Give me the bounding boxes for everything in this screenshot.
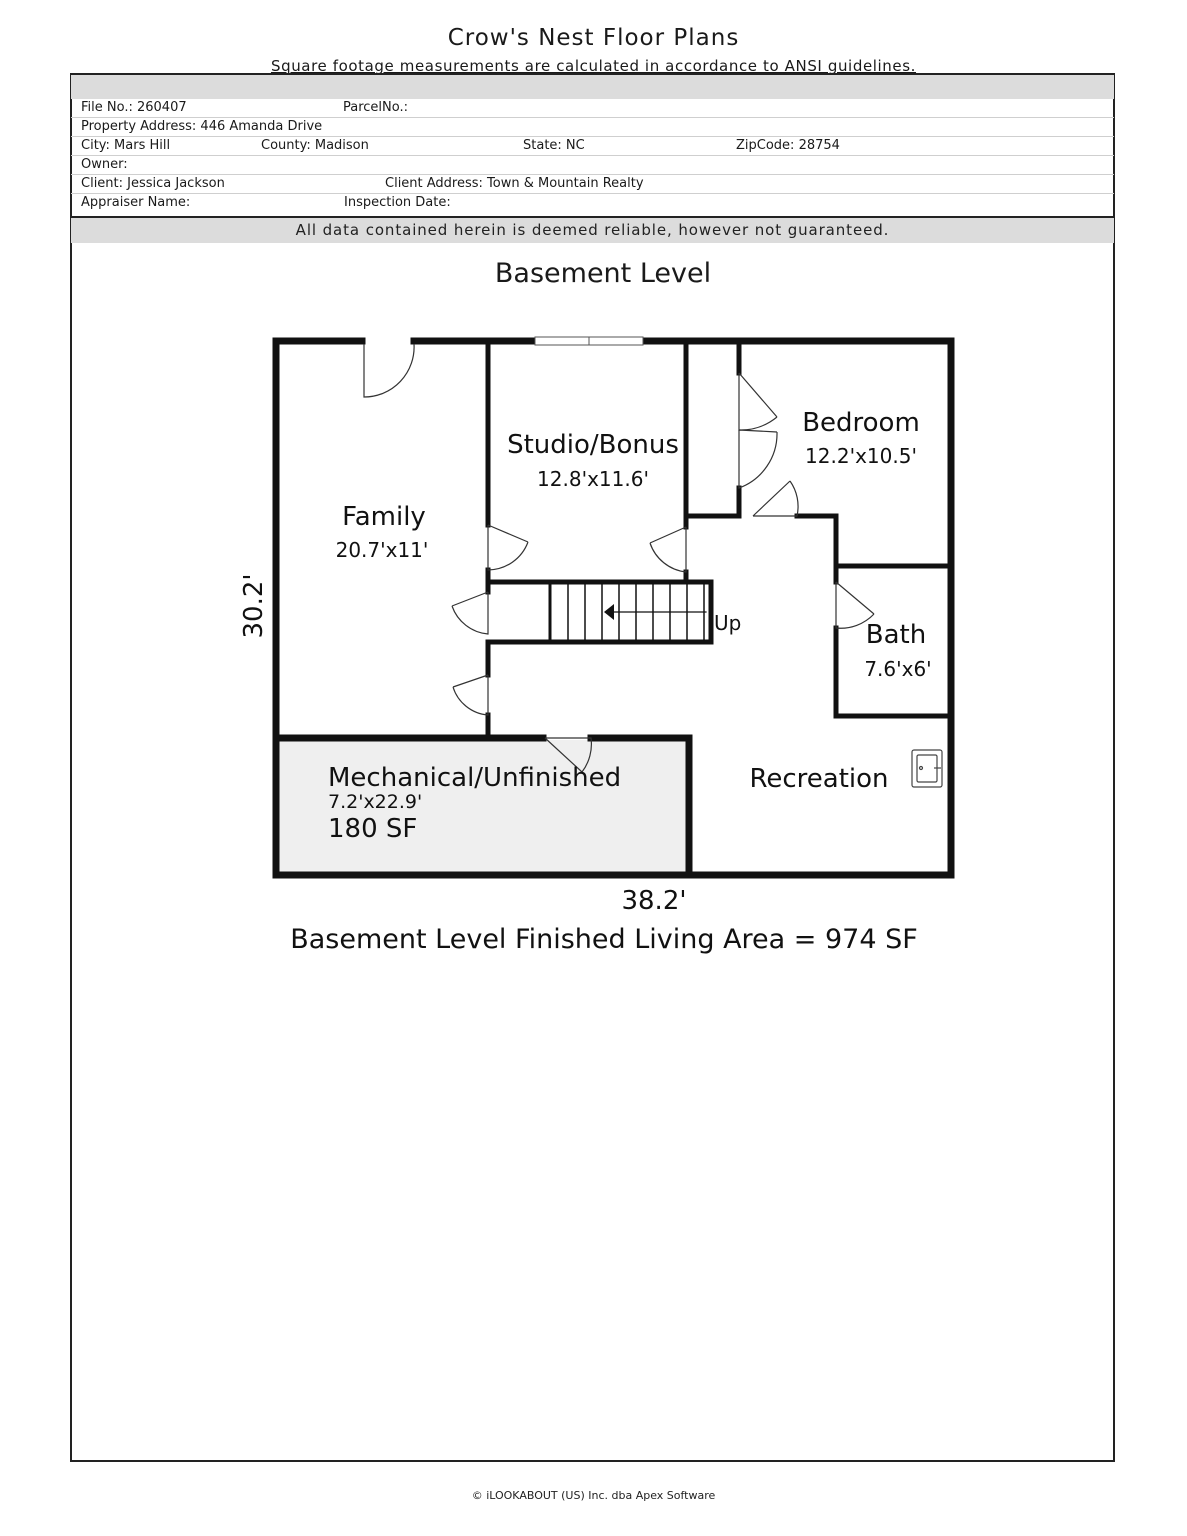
studio-door-2-icon (650, 527, 686, 572)
height-dimension: 30.2' (239, 573, 269, 639)
city: City: Mars Hill (81, 138, 171, 153)
room-name-recreation: Recreation (749, 764, 889, 794)
bedroom-door-icon (753, 481, 798, 516)
inspection-date: Inspection Date: (344, 195, 451, 210)
document-subtitle: Square footage measurements are calculated in accordance to ANSI guidelines. (270, 57, 917, 75)
property-address: Property Address: 446 Amanda Drive (81, 119, 323, 134)
room-name-bedroom: Bedroom (802, 408, 920, 438)
closet-door-icon (739, 373, 777, 430)
total-area: Basement Level Finished Living Area = 974 SF (290, 924, 918, 955)
entry-door-icon (364, 344, 414, 397)
room-dims-bedroom: 12.2'x10.5' (805, 444, 917, 468)
doors (364, 344, 874, 772)
room-dims-family: 20.7'x11' (335, 538, 429, 562)
stairs (488, 582, 711, 642)
zip-code: ZipCode: 28754 (736, 138, 840, 153)
disclaimer: All data contained herein is deemed reliable, however not guaranteed. (71, 218, 1114, 243)
state: State: NC (523, 138, 585, 153)
family-door-icon (452, 592, 488, 634)
client: Client: Jessica Jackson (81, 176, 225, 191)
room-name-bath: Bath (865, 620, 927, 650)
width-dimension: 38.2' (621, 886, 687, 916)
client-address: Client Address: Town & Mountain Realty (385, 176, 644, 191)
window-icon (535, 337, 643, 345)
stairs-label: Up (714, 611, 742, 635)
footer-copyright: © iLOOKABOUT (US) Inc. dba Apex Software (471, 1489, 716, 1502)
parcel-number: ParcelNo.: (343, 100, 408, 115)
file-number: File No.: 260407 (81, 100, 187, 115)
room-dims-mechanical: 7.2'x22.9' (328, 791, 423, 813)
room-dims-studio: 12.8'x11.6' (537, 467, 649, 491)
room-name-studio: Studio/Bonus (507, 430, 679, 460)
closet-door-2-icon (739, 430, 777, 488)
room-dims-bath: 7.6'x6' (864, 657, 932, 681)
level-title: Basement Level (494, 258, 712, 289)
owner: Owner: (81, 157, 128, 172)
room-name-family: Family (342, 502, 426, 532)
sink-icon (912, 750, 942, 787)
family-door-2-icon (453, 675, 488, 715)
county: County: Madison (261, 138, 369, 153)
studio-door-icon (488, 525, 528, 570)
room-name-mechanical: Mechanical/Unfinished (328, 763, 622, 793)
stair-arrow-icon (604, 604, 614, 620)
appraiser-name: Appraiser Name: (81, 195, 191, 210)
room-area-mechanical: 180 SF (328, 814, 418, 844)
document-title: Crow's Nest Floor Plans (447, 25, 740, 51)
